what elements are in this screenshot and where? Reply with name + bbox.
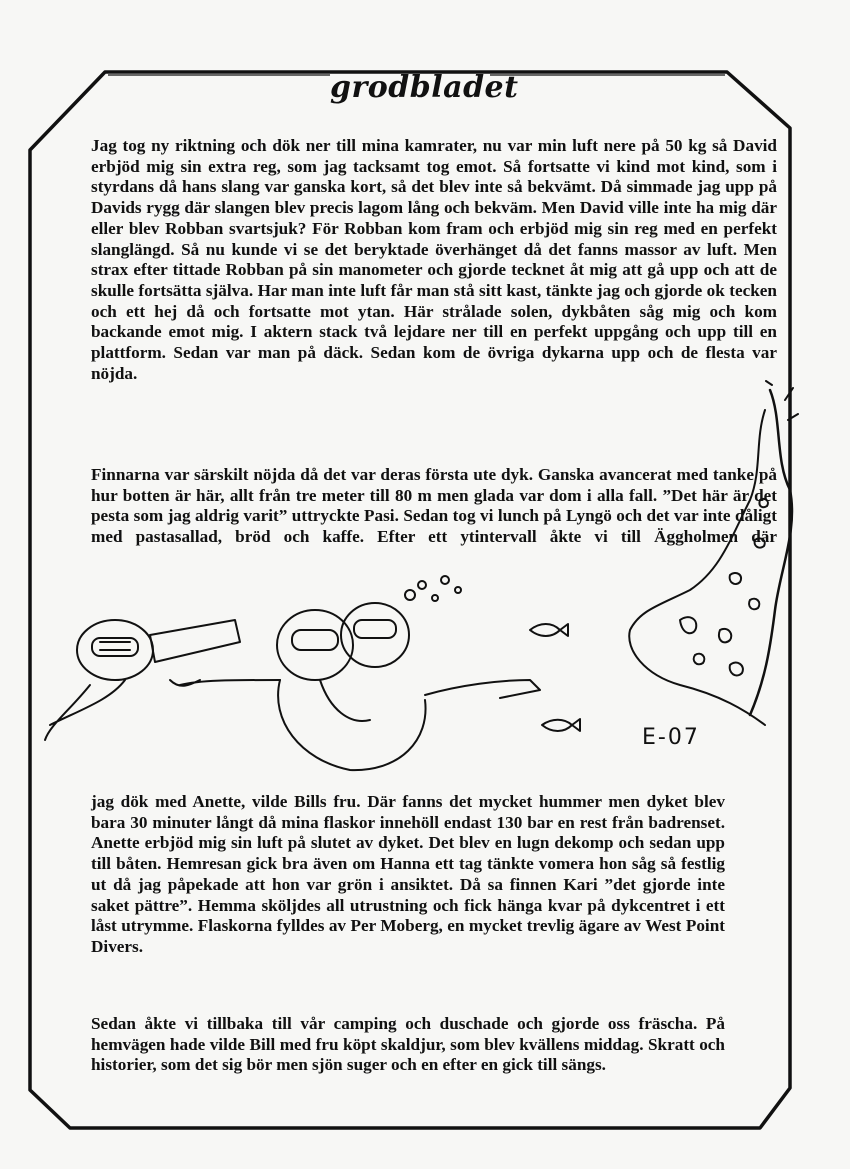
- illustration-signature: E-07: [642, 725, 700, 750]
- body-paragraph-1: Jag tog ny riktning och dök ner till mina kamrater, nu var min luft nere på 50 kg så David erbjöd mig sin extra reg, som jag tacksamt tog emot. Så fortsatte vi kind mot kind, som i styrdans då hans slang var ganska kort, så det blev inte så bekvämt. Då simmade jag upp på Davids rygg där slangen blev precis lagom lång och bekväm. Men David ville inte ha mig där eller blev Robban svartsjuk? För Robban kom fram och erbjöd mig sin reg med en perfekt slanglängd. Så nu kunde vi se det beryktade överhänget då det fanns massor av luft. Men strax efter tittade Robban på sin manometer och gjorde tecknet åt mig att gå upp och att de skulle fortsätta själva. Har man inte luft får man stå sitt kast, tänkte jag och gjorde ok tecken och ett hej då och fortsatte mot ytan. Här strålade solen, dykbåten såg mig och kom backande emot mig. I aktern stack två lejdare ner till en perfekt uppgång och upp till en plattform. Sedan var man på däck. Sedan kom de övriga dykarna upp och de flesta var nöjda.: [91, 136, 777, 383]
- masthead-title: grodbladet: [330, 70, 519, 105]
- body-paragraph-3: jag dök med Anette, vilde Bills fru. Där fanns det mycket hummer men dyket blev bara 30 minuter långt då mina flaskor innehöll endast 130 bar en rest från badrenset. Anette erbjöd mig sin luft på slutet av dyket. Det blev en lugn dekomp och sedan upp till båten. Hemresan gick bra även om Hanna ett tag tänkte vomera hon såg så festlig ut då jag påpekade att hon var grön i ansiktet. Då sa finnen Kari ”det gjorde inte saket pättre”. Hemma sköljdes all utrustning och fick hänga kvar på dykcentret i ett låst utrymme. Flaskorna fylldes av Per Moberg, en mycket trevlig ägare av West Point Divers.: [91, 792, 725, 956]
- body-paragraph-2: Finnarna var särskilt nöjda då det var deras första ute dyk. Ganska avancerat med tanke på hur botten är här, allt från tre meter till 80 m men glada var dom i alla fall. ”Det här är det pesta som jag aldrig varit” uttryckte Pasi. Sedan tog vi lunch på Lyngö och det var inte dåligt med pastasallad, bröd och kaffe. Efter ett ytintervall åkte vi till Äggholmen där: [91, 465, 777, 547]
- divers-sketch-icon: [30, 380, 800, 775]
- body-paragraph-4: Sedan åkte vi tillbaka till vår camping och duschade och gjorde oss fräscha. På hemvägen hade vilde Bill med fru köpt skaldjur, som blev kvällens middag. Skratt och historier, som det sig bör men sjön suger och en efter en gick till sängs.: [91, 1014, 725, 1075]
